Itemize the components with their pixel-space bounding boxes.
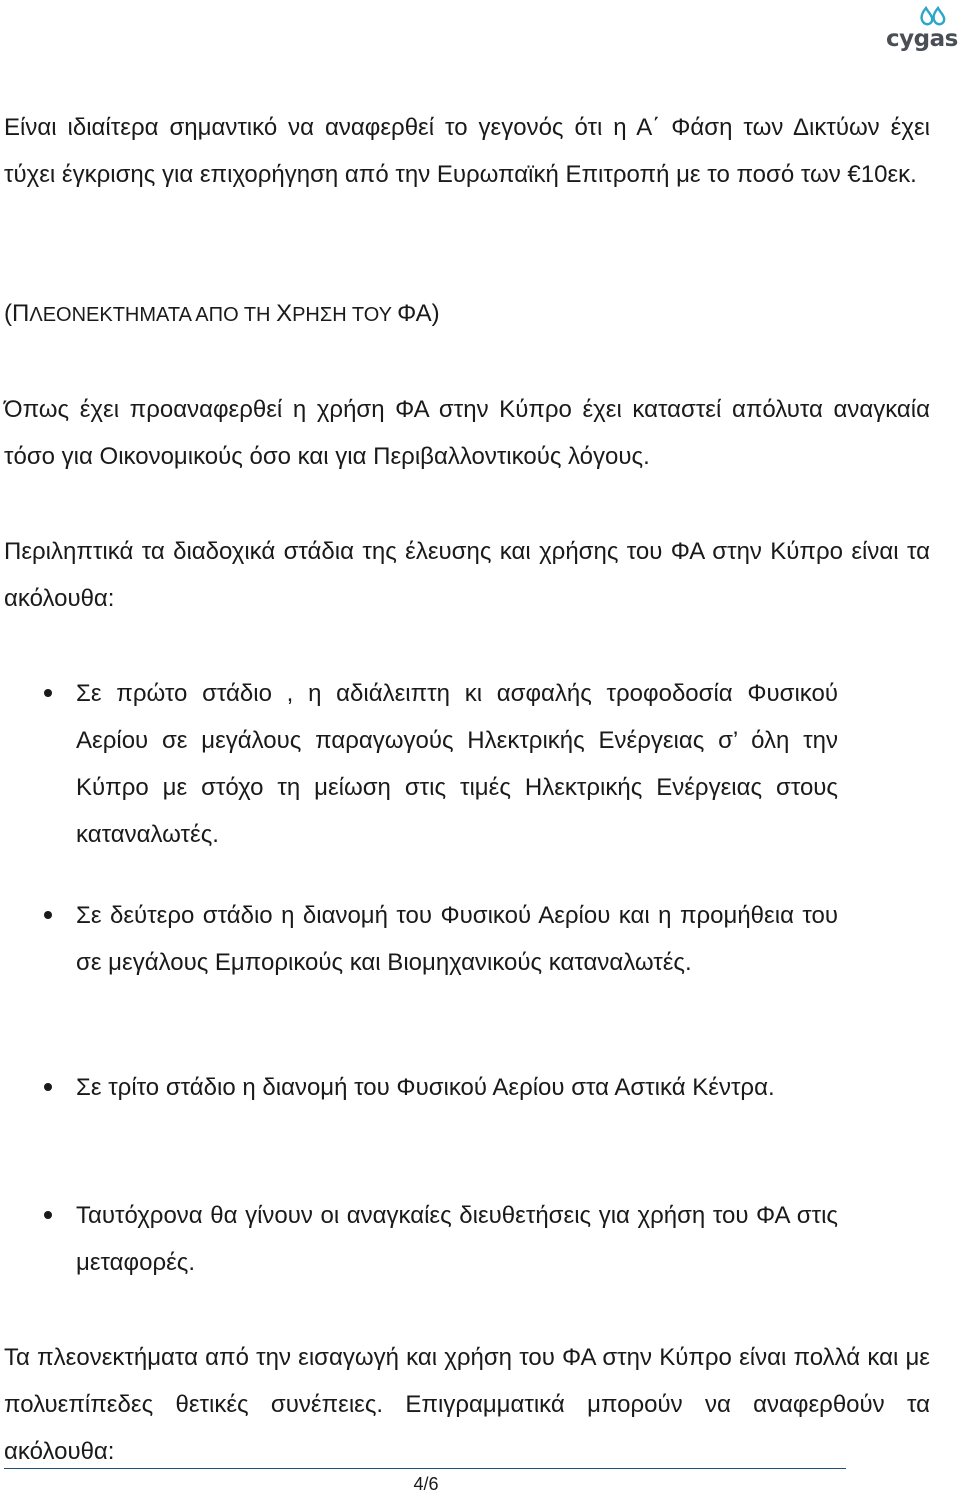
list-item-text: Ταυτόχρονα θα γίνουν οι αναγκαίες διευθετήσεις για χρήση του ΦΑ στις μεταφορές. — [76, 1202, 838, 1276]
bullet-icon — [44, 1211, 52, 1219]
bullet-icon — [44, 1083, 52, 1091]
flame-drops-icon — [918, 6, 948, 28]
list-item — [44, 892, 838, 986]
paragraph-4: Τα πλεονεκτήματα από την εισαγωγή και χρήση του ΦΑ στην Κύπρο είναι πολλά και με πολυεπίπεδες θετικές συνέπειες. Επιγραμματικά μπορούν να αναφερθούν τα ακόλουθα: — [4, 1344, 930, 1465]
heading-word-1: ΛΕΟΝΕΚΤΗΜΑΤΑ ΑΠΟ ΤΗ — [29, 304, 277, 326]
intro-paragraph: Είναι ιδιαίτερα σημαντικό να αναφερθεί το γεγονός ότι η Α΄ Φάση των Δικτύων έχει τύχει έγκρισης για επιχορήγηση από την Ευρωπαϊκή Επιτροπή με το ποσό των €10εκ. — [4, 114, 930, 188]
cygas-logo — [886, 6, 956, 54]
bullet-icon — [44, 689, 52, 697]
list-item-text: Σε δεύτερο στάδιο η διανομή του Φυσικού Αερίου και η προμήθεια του σε μεγάλους Εμπορικούς και Βιομηχανικούς καταναλωτές. — [76, 902, 838, 976]
list-item-text: Σε πρώτο στάδιο , η αδιάλειπτη κι ασφαλής τροφοδοσία Φυσικού Αερίου σε μεγάλους παραγωγούς Ηλεκτρικής Ενέργειας σ’ όλη την Κύπρο με στόχο τη μείωση στις τιμές Ηλεκτρικής Ενέργειας στους καταναλωτές. — [76, 680, 838, 848]
heading-open: (Π — [4, 300, 30, 327]
list-item — [44, 1192, 838, 1286]
list-item — [44, 670, 838, 858]
paragraph-2: Όπως έχει προαναφερθεί η χρήση ΦΑ στην Κύπρο έχει καταστεί απόλυτα αναγκαία τόσο για Οικονομικούς όσο και για Περιβαλλοντικούς λόγους. — [4, 396, 930, 470]
logo-text: cygas — [886, 26, 958, 52]
footer-divider — [4, 1468, 846, 1469]
bullet-icon — [44, 911, 52, 919]
list-item — [44, 1064, 838, 1111]
heading-word-2: ΡΗΣΗ ΤΟΥ — [292, 304, 398, 326]
heading-fa: ΦΑ) — [397, 300, 440, 327]
section-heading — [4, 290, 440, 339]
heading-letter: Χ — [276, 300, 293, 327]
paragraph-3: Περιληπτικά τα διαδοχικά στάδια της έλευσης και χρήσης του ΦΑ στην Κύπρο είναι τα ακόλουθα: — [4, 538, 930, 612]
list-item-text: Σε τρίτο στάδιο η διανομή του Φυσικού Αερίου στα Αστικά Κέντρα. — [76, 1074, 775, 1101]
page-number: 4/6 — [413, 1474, 439, 1494]
